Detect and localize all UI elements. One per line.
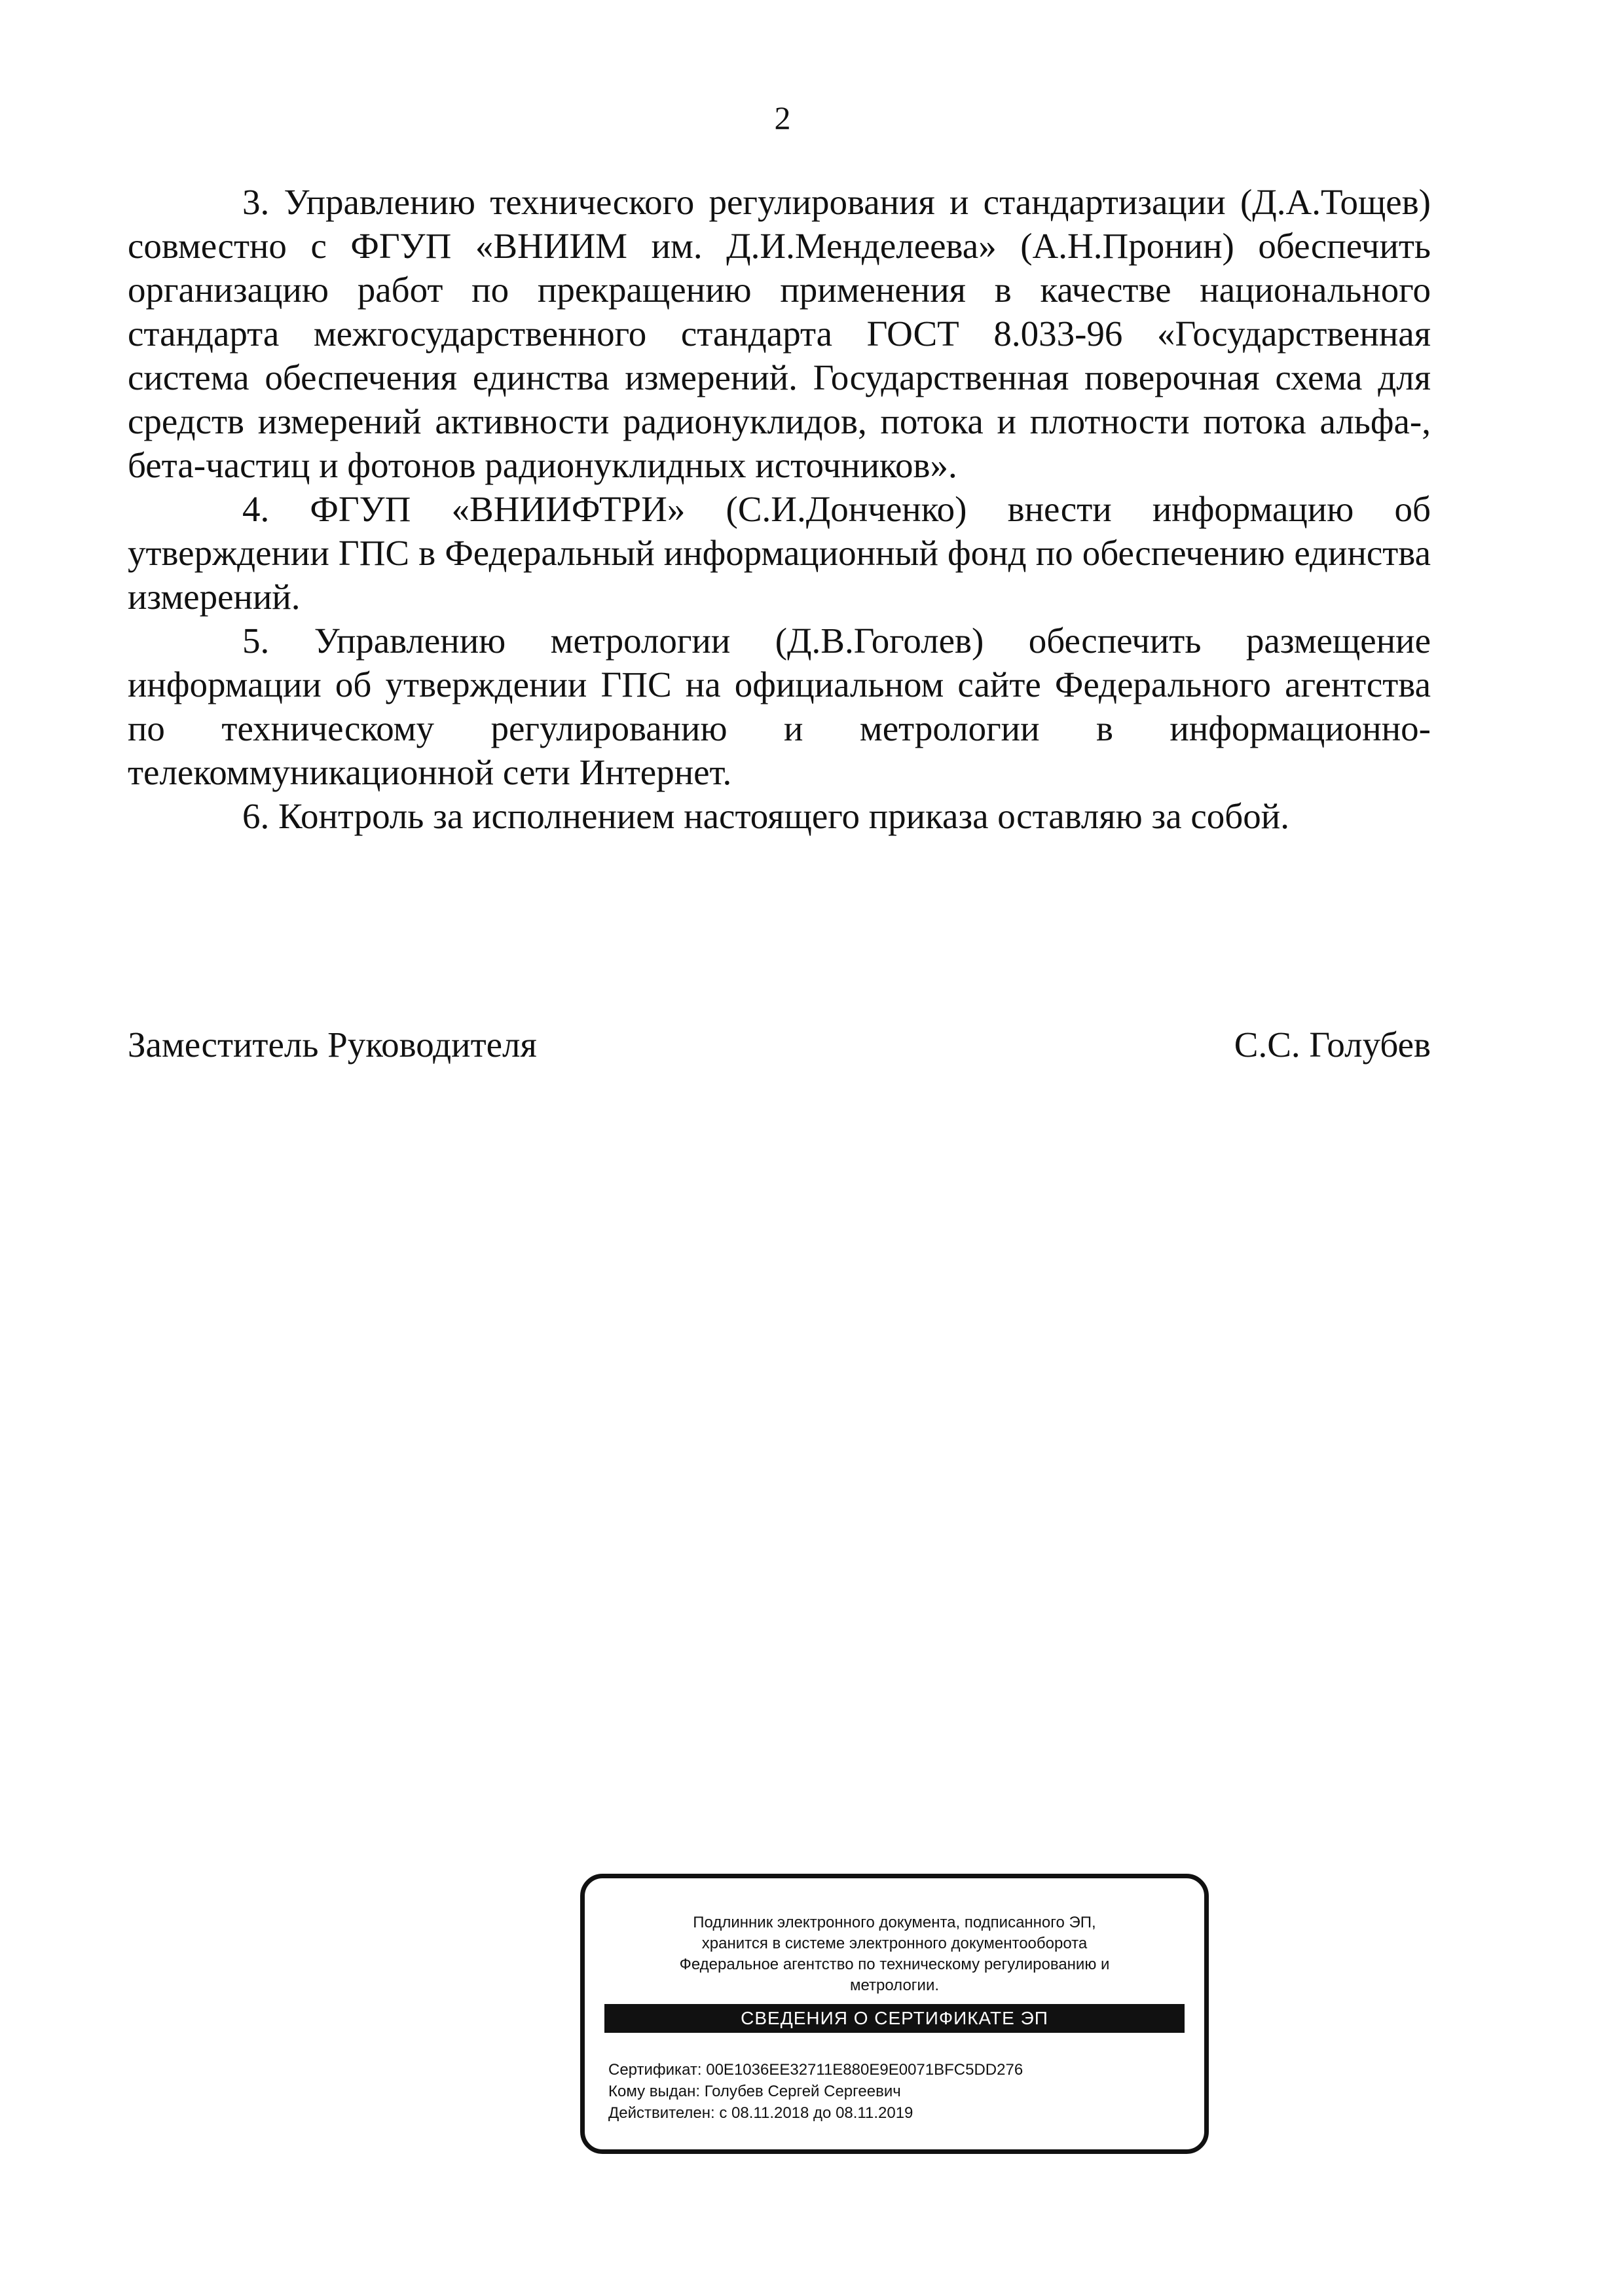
issued-to-value: Голубев Сергей Сергеевич [704, 2083, 901, 2100]
order-body [128, 180, 1431, 838]
certificate-line [608, 2059, 1171, 2081]
stamp-header-line: Подлинник электронного документа, подписанного ЭП, [693, 1914, 1096, 1931]
certificate-value: 00E1036EE32711E880E9E0071BFC5DD276 [706, 2061, 1023, 2079]
signer-position: Заместитель Руководителя [128, 1025, 537, 1065]
stamp-header-line: метрологии. [849, 1977, 940, 1994]
signer-name: С.С. Голубев [1234, 1025, 1431, 1065]
signature-block [128, 1023, 1431, 1066]
paragraph-5: 5. Управлению метрологии (Д.В.Гоголев) обеспечить размещение информации об утверждении ГПС на официальном сайте Федерального агентства по техническому регулированию и метрологии в информационно-телекоммуникационной сети Интернет. [128, 621, 1431, 792]
certificate-details [608, 2059, 1171, 2124]
paragraph-4: 4. ФГУП «ВНИИФТРИ» (С.И.Донченко) внести информацию об утверждении ГПС в Федеральный информационный фонд по обеспечению единства измерений. [128, 489, 1431, 617]
stamp-header-line: Федеральное агентство по техническому регулированию и [679, 1956, 1110, 1973]
stamp-header [604, 1912, 1185, 1996]
electronic-signature-stamp [580, 1874, 1209, 2154]
page-number: 2 [774, 100, 791, 136]
paragraph-6: 6. Контроль за исполнением настоящего приказа оставляю за собой. [242, 796, 1289, 836]
validity-value: с 08.11.2018 до 08.11.2019 [719, 2104, 913, 2122]
paragraph-3: 3. Управлению технического регулирования и стандартизации (Д.А.Тощев) совместно с ФГУП «ВНИИМ им. Д.И.Менделеева» (А.Н.Пронин) обеспечить организацию работ по прекращению применения в качестве национального стандарта межгосударственного стандарта ГОСТ 8.033-96 «Государственная система обеспечения единства измерений. Государственная поверочная схема для средств измерений активности радионуклидов, потока и плотности потока альфа-, бета-частиц и фотонов радионуклидных источников». [128, 182, 1431, 485]
issued-to-label: Кому выдан: [608, 2083, 701, 2100]
stamp-header-line: хранится в системе электронного документооборота [701, 1935, 1088, 1952]
certificate-label: Сертификат: [608, 2061, 702, 2079]
validity-label: Действителен: [608, 2104, 715, 2122]
certificate-banner: СВЕДЕНИЯ О СЕРТИФИКАТЕ ЭП [604, 2004, 1185, 2033]
validity-line [608, 2102, 1171, 2124]
issued-to-line [608, 2081, 1171, 2102]
